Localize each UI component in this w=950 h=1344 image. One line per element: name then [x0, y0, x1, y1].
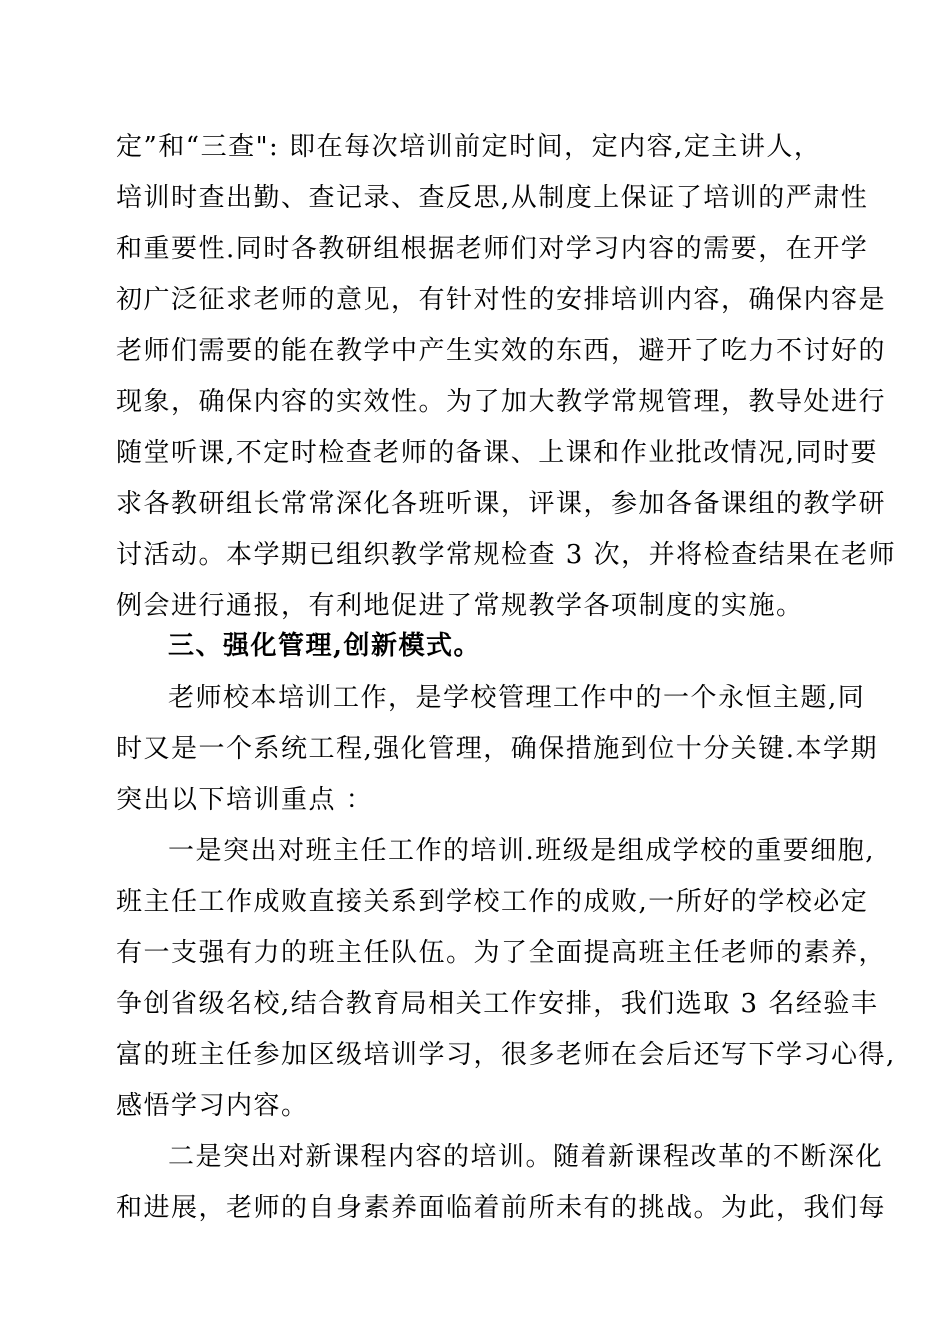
body-text-line: 富的班主任参加区级培训学习，很多老师在会后还写下学习心得, — [116, 1040, 896, 1070]
body-text-line: 随堂听课,不定时检查老师的备课、上课和作业批改情况,同时要 — [116, 438, 879, 468]
body-text-line: 老师们需要的能在教学中产生实效的东西，避开了吃力不讨好的 — [116, 336, 887, 366]
body-text-line: 和进展，老师的自身素养面临着前所未有的挑战。为此，我们每 — [116, 1193, 887, 1223]
body-text-line: 班主任工作成败直接关系到学校工作的成败,一所好的学校必定 — [116, 887, 869, 917]
body-text-line: 老师校本培训工作，是学校管理工作中的一个永恒主题,同 — [168, 683, 866, 713]
body-text-line: 一是突出对班主任工作的培训.班级是组成学校的重要细胞, — [168, 836, 876, 866]
body-text-line: 讨活动。本学期已组织教学常规检查 3 次，并将检查结果在老师 — [116, 540, 897, 570]
section-heading: 三、强化管理,创新模式。 — [168, 631, 482, 661]
body-text-line: 时又是一个系统工程,强化管理，确保措施到位十分关键.本学期 — [116, 734, 879, 764]
body-text-line: 培训时查出勤、查记录、查反思,从制度上保证了培训的严肃性 — [116, 183, 869, 213]
body-text-line: 定”和“三查": 即在每次培训前定时间，定内容,定主讲人， — [116, 132, 822, 162]
body-text-line: 有一支强有力的班主任队伍。为了全面提高班主任老师的素养， — [116, 938, 887, 968]
body-text-line: 突出以下培训重点 ： — [116, 785, 374, 815]
body-text-line: 争创省级名校,结合教育局相关工作安排，我们选取 3 名经验丰 — [116, 989, 879, 1019]
body-text-line: 现象，确保内容的实效性。为了加大教学常规管理，教导处进行 — [116, 387, 887, 417]
body-text-line: 例会进行通报，有利地促进了常规教学各项制度的实施。 — [116, 591, 804, 621]
body-text-line: 求各教研组长常常深化各班听课，评课，参加各备课组的教学研 — [116, 489, 887, 519]
body-text-line: 二是突出对新课程内容的培训。随着新课程改革的不断深化 — [168, 1142, 884, 1172]
body-text-line: 感悟学习内容。 — [116, 1091, 309, 1121]
body-text-line: 和重要性.同时各教研组根据老师们对学习内容的需要，在开学 — [116, 234, 869, 264]
body-text-line: 初广泛征求老师的意见，有针对性的安排培训内容，确保内容是 — [116, 285, 887, 315]
